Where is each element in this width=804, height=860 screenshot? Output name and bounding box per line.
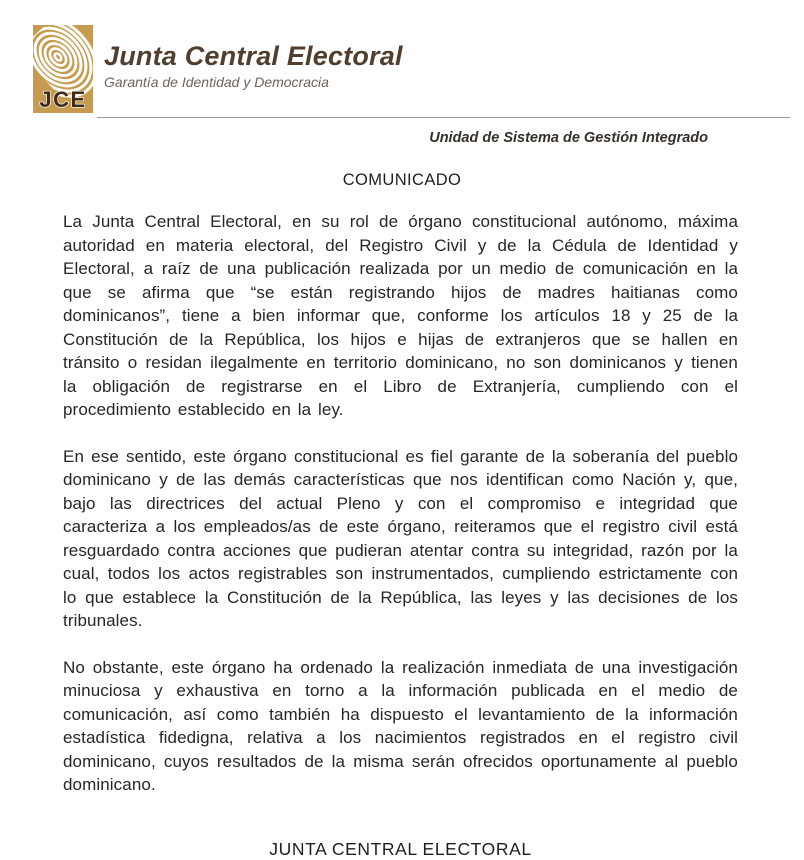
- brand-block: [104, 25, 403, 90]
- paragraph-2: En ese sentido, este órgano constitucional es fiel garante de la soberanía del pueblo dominicano y de las demás características que nos identifican como Nación y, que, bajo las directrices del actual Pleno y con el compromiso e integridad que caracteriza a los empleados/as de este órgano, reiteramos que el registro civil está resguardado contra acciones que pudieran atentar contra su integridad, razón por la cual, todos los actos registrables son instrumentados, cumpliendo estrictamente con lo que establece la Constitución de la República, las leyes y las decisiones de los tribunales.: [63, 446, 738, 630]
- letterhead: [33, 25, 403, 113]
- fingerprint-icon: [33, 25, 93, 113]
- header-rule: [97, 117, 790, 118]
- jce-logo: [33, 25, 93, 113]
- document-title: COMUNICADO: [342, 171, 462, 189]
- paragraph-1: La Junta Central Electoral, en su rol de órgano constitucional autónomo, máxima autoridad en materia electoral, del Registro Civil y de la Cédula de Identidad y Electoral, a raíz de una publicación realizada por un medio de comunicación en la que se afirma que “se están registrando hijos de madres haitianas como dominicanos”, tiene a bien informar que, conforme los artículos 18 y 25 de la Constitución de la República, los hijos e hijas de extranjeros que se hallen en tránsito o residan ilegalmente en territorio dominicano, no son dominicanos y tienen la obligación de registrarse en el Libro de Extranjería, cumpliendo con el procedimiento establecido en la ley.: [63, 212, 738, 419]
- paragraph-3: No obstante, este órgano ha ordenado la realización inmediata de una investigación minuciosa y exhaustiva en torno a la información publicada en el medio de comunicación, así como también ha dispuesto el levantamiento de la información estadística fidedigna, relativa a los nacimientos registrados en el registro civil dominicano, cuyos resultados de la misma serán ofrecidos oportunamente al pueblo dominicano.: [63, 657, 738, 794]
- document-body: [63, 210, 738, 860]
- logo-acronym: JCE: [39, 87, 87, 112]
- org-name: Junta Central Electoral: [104, 41, 403, 71]
- unit-name: Unidad de Sistema de Gestión Integrado: [429, 130, 708, 146]
- org-tagline: Garantía de Identidad y Democracia: [104, 74, 329, 91]
- signature-line: JUNTA CENTRAL ELECTORAL: [269, 838, 532, 859]
